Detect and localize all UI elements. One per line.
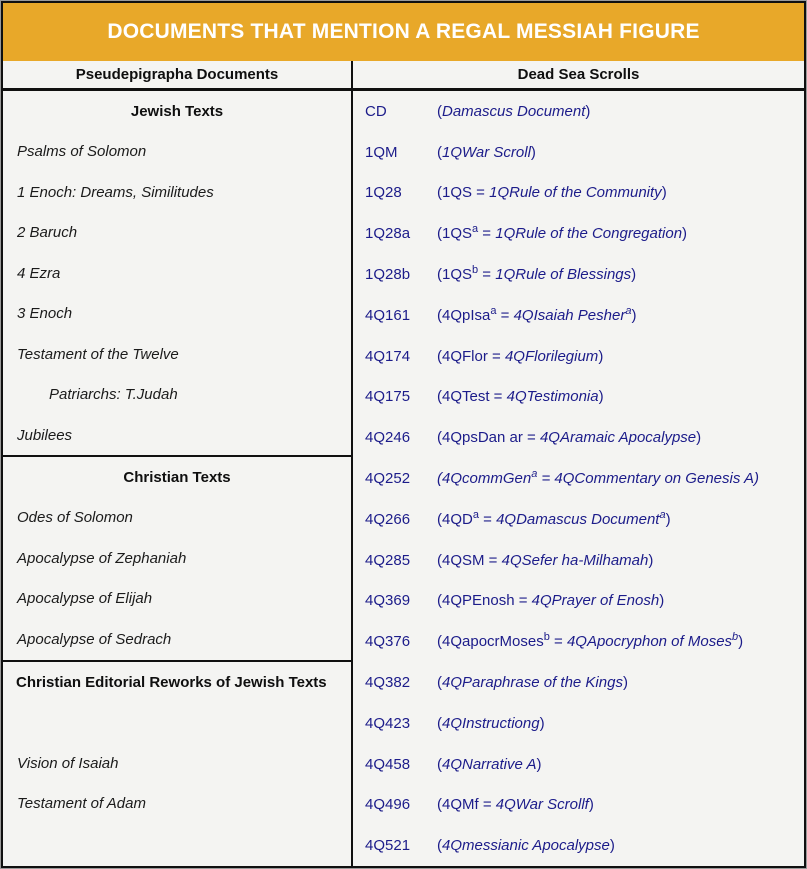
dss-row [353, 499, 804, 540]
scroll-siglum: 4Q382 [365, 674, 411, 692]
list-item: Jubilees [17, 426, 73, 444]
list-item: Odes of Solomon [17, 509, 133, 527]
scroll-siglum: 1Q28 [365, 184, 402, 202]
scroll-siglum: 4Q376 [365, 633, 411, 651]
section-spacer [3, 703, 351, 744]
scroll-description: (4QSM = 4QSefer ha-Milhamah) [437, 551, 654, 569]
list-item: Testament of the Twelve [17, 345, 179, 363]
scroll-description: (4QTest = 4QTestimonia) [437, 388, 604, 406]
dss-row [353, 377, 804, 418]
dss-row [353, 744, 804, 785]
scroll-description: (4QpIsa$^a$ = 4QIsaiah Pesher$^a$) [437, 304, 637, 324]
list-item: Apocalypse of Elijah [17, 590, 153, 608]
scroll-siglum: 4Q161 [365, 306, 411, 324]
scroll-siglum: 4Q496 [365, 796, 411, 814]
scroll-description: ($1QS^b$ = 1QRule of Blessings) [437, 264, 637, 284]
list-item: Apocalypse of Sedrach [17, 630, 172, 648]
dss-row [353, 417, 804, 458]
scroll-siglum: 1QM [365, 143, 398, 161]
pseudepigrapha-section [3, 91, 351, 457]
scroll-description: (4QMf = 4QWar Scrollf) [437, 796, 594, 814]
list-item: Testament of Adam [17, 795, 146, 813]
scroll-description: ($4QD^a$ = 4QDamascus Document$^a$) [437, 508, 671, 528]
dss-row [353, 540, 804, 581]
scroll-siglum: 4Q266 [365, 510, 411, 528]
dss-row [353, 621, 804, 662]
scroll-siglum: 4Q369 [365, 592, 411, 610]
scroll-siglum: CD [365, 102, 387, 120]
dss-row [353, 254, 804, 295]
list-item: Patriarchs: T.Judah [49, 386, 178, 404]
scroll-description: (4QNarrative A) [437, 755, 542, 773]
scroll-description: (4QPEnosh = 4QPrayer of Enosh) [437, 592, 665, 610]
list-item: 4 Ezra [17, 264, 61, 282]
scroll-description: (4QcommGen$^a$ = 4QCommentary on Genesis A) [437, 468, 759, 488]
section-header: Jewish Texts [130, 102, 224, 120]
dss-row [353, 336, 804, 377]
scroll-siglum: 4Q423 [365, 714, 411, 732]
dss-row [353, 295, 804, 336]
table-inner-border [1, 1, 806, 868]
dss-row [353, 132, 804, 173]
list-item: 2 Baruch [17, 224, 78, 242]
page-title: DOCUMENTS THAT MENTION A REGAL MESSIAH FIGURE [107, 20, 700, 43]
scroll-siglum: 4Q174 [365, 347, 411, 365]
dss-row [353, 703, 804, 744]
column-header-dead-sea-scrolls: Dead Sea Scrolls [517, 66, 640, 83]
scroll-siglum: 1Q28b [365, 266, 411, 284]
scroll-siglum: 4Q458 [365, 755, 411, 773]
dss-row [353, 785, 804, 826]
scroll-siglum: 4Q246 [365, 429, 411, 447]
scroll-description: (4QpsDan ar = 4QAramaic Apocalypse) [437, 429, 702, 447]
column-header-pseudepigrapha: Pseudepigrapha Documents [3, 61, 353, 88]
section-header: Christian Editorial Reworks of Jewish Texts [16, 673, 327, 691]
pseudepigrapha-section [3, 457, 351, 662]
section-header: Christian Texts [123, 468, 231, 486]
column-header-row [3, 61, 804, 91]
pseudepigrapha-section [3, 662, 351, 866]
dss-row [353, 91, 804, 132]
scroll-siglum: 4Q252 [365, 470, 411, 488]
scroll-description: (4QFlor = 4QFlorilegium) [437, 347, 604, 365]
scroll-siglum: 4Q285 [365, 551, 411, 569]
scroll-description: (4QInstructiong) [437, 714, 545, 732]
scroll-siglum: 4Q175 [365, 388, 411, 406]
dss-row [353, 173, 804, 214]
scroll-description: (4QParaphrase of the Kings) [437, 674, 628, 692]
dss-row [353, 458, 804, 499]
dss-row [353, 213, 804, 254]
dss-row [353, 662, 804, 703]
scroll-description: (1QS = 1QRule of the Community) [437, 184, 667, 202]
list-item: Vision of Isaiah [17, 754, 119, 772]
list-item: 3 Enoch [17, 305, 73, 323]
pseudepigrapha-column [3, 91, 353, 866]
scroll-description: ($1QS^a$ = 1QRule of the Congregation) [437, 223, 688, 243]
dead-sea-scrolls-column [353, 91, 804, 866]
dss-row [353, 825, 804, 866]
scroll-siglum: 1Q28a [365, 225, 411, 243]
scroll-description: (4QapocrMoses$^b$ = 4QApocryphon of Moses$^b$) [437, 631, 744, 651]
list-item: Psalms of Solomon [17, 143, 147, 161]
table-body [3, 91, 804, 866]
scroll-description: (1QWar Scroll) [437, 143, 536, 161]
scroll-description: (Damascus Document) [437, 102, 591, 120]
scroll-siglum: 4Q521 [365, 837, 411, 855]
dss-row [353, 581, 804, 622]
list-item: Apocalypse of Zephaniah [17, 549, 187, 567]
list-item: 1 Enoch: Dreams, Similitudes [17, 183, 214, 201]
scroll-description: (4Qmessianic Apocalypse) [437, 837, 615, 855]
title-band [3, 3, 804, 61]
